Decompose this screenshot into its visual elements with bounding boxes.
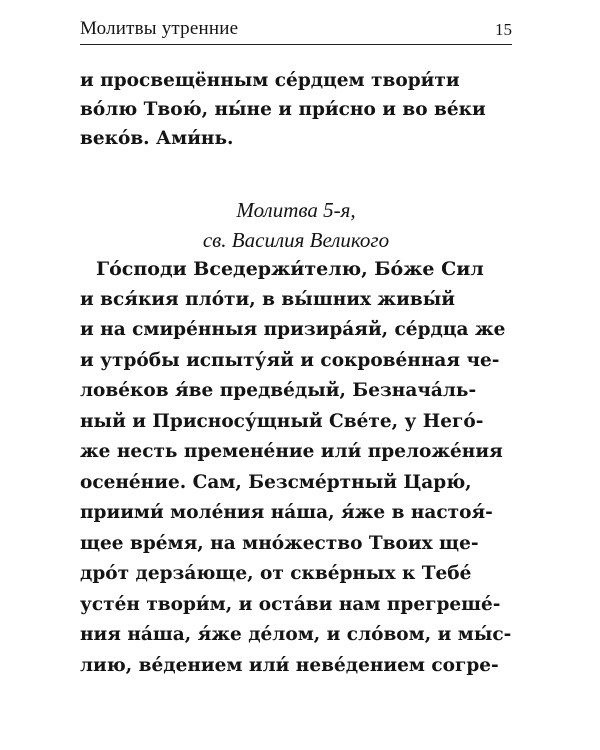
text-line: осене́ние. Сам, Безсме́ртный Царю́, xyxy=(80,471,472,493)
running-title: Молитвы утренние xyxy=(80,18,239,39)
text-line: лию, ве́дением или́ неве́дением согре- xyxy=(80,654,499,676)
text-line: же несть премене́ние или́ преложе́ния xyxy=(80,441,503,462)
page-number: 15 xyxy=(495,20,512,39)
prayer-subtitle: св. Василия Великого xyxy=(202,228,390,252)
text-line: Го́споди Вседержи́телю, Бо́же Сил xyxy=(96,258,484,280)
text-line: щее вре́мя, на мно́жество Твоих ще- xyxy=(80,532,479,554)
text-line: во́лю Твою́, ны́не и при́сно и во ве́ки xyxy=(80,99,486,120)
text-line: лове́ков я́ве предве́дый, Безнача́ль- xyxy=(80,380,477,401)
continuation-paragraph xyxy=(80,66,512,153)
text-line: и просвещённым се́рдцем твори́ти xyxy=(80,70,460,91)
text-line: ный и Присносу́щный Све́те, у Него́- xyxy=(80,410,484,432)
text-line: приими́ моле́ния на́ша, я́же в настоя́- xyxy=(80,502,493,523)
text-line: ния на́ша, я́же де́лом, и сло́вом, и мы́с- xyxy=(80,624,512,645)
text-line: усте́н твори́м, и оста́ви нам прегреше́- xyxy=(80,593,501,615)
running-header xyxy=(80,18,512,45)
prayer-title: Молитва 5-я, xyxy=(236,198,356,222)
text-line: веко́в. Ами́нь. xyxy=(80,128,234,149)
text-line: и утро́бы испыту́яй и сокрове́нная че- xyxy=(80,349,500,371)
text-line: дро́т дерза́юще, от скве́рных к Тебе́ xyxy=(80,563,472,584)
text-line: и на смире́нныя призира́яй, се́рдца же xyxy=(80,319,506,340)
prayer-paragraph xyxy=(80,254,512,681)
text-line: и вся́кия пло́ти, в вы́шних живы́й xyxy=(80,288,455,310)
